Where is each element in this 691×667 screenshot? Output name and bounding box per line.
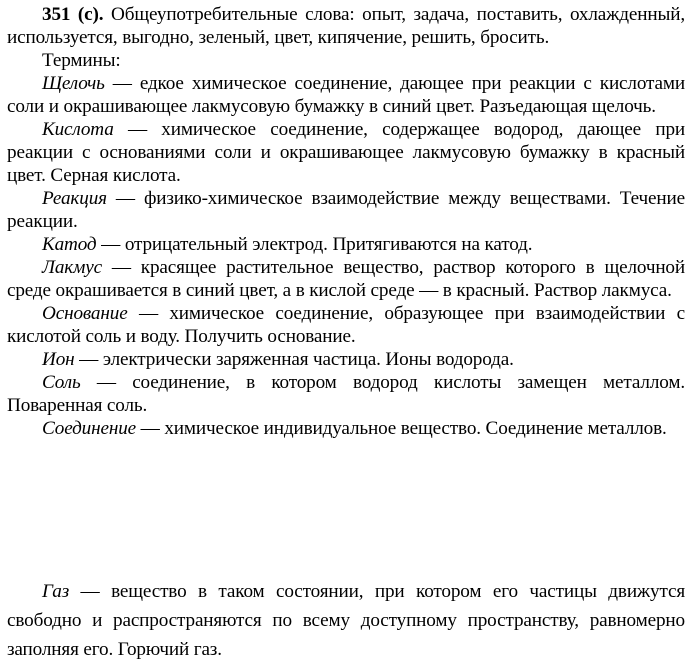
- term-entry: [7, 417, 685, 440]
- term-name: Реакция: [42, 188, 107, 209]
- term-entry: [7, 118, 685, 187]
- term-definition: — красящее растительное вещество, раствор которого в щелочной среде окрашивается в синий цвет, а в кислой среде — в красный. Раствор лакмуса.: [7, 257, 685, 301]
- term-definition: — химическое соединение, содержащее водород, дающее при реакции с основаниями соли и окрашивающее лакмусовую бумажку в красный цвет. Серная кислота.: [7, 119, 685, 186]
- term-definition: — химическое соединение, образующее при взаимодействии с кислотой соль и воду. Получить основание.: [7, 303, 685, 347]
- term-name: Катод: [42, 234, 97, 255]
- term-name: Кислота: [42, 119, 114, 140]
- term-entry: [7, 233, 685, 256]
- document-page: [7, 3, 685, 440]
- term-name: Лакмус: [42, 257, 102, 278]
- term-name: Газ: [42, 581, 70, 602]
- terms-heading: Термины:: [42, 50, 121, 71]
- term-name: Ион: [42, 349, 75, 370]
- term-definition: — соединение, в котором водород кислоты замещен металлом. Поваренная соль.: [7, 372, 685, 416]
- term-definition: — вещество в таком состоянии, при котором его частицы движутся свободно и распространяются по всему доступному пространству, равномерно заполняя его. Горючий газ.: [7, 581, 685, 660]
- term-name: Соль: [42, 372, 81, 393]
- extra-term-block: [7, 577, 685, 664]
- common-words-text: Общеупотребительные слова: опыт, задача, поставить, охлажденный, используется, выгодно, зеленый, цвет, кипячение, решить, бросить.: [7, 4, 685, 48]
- term-definition: — электрически заряженная частица. Ионы водорода.: [74, 349, 514, 370]
- term-entry: [7, 302, 685, 348]
- term-definition: — едкое химическое соединение, дающее при реакции с кислотами соли и окрашивающее лакмусовую бумажку в синий цвет. Разъедающая щелочь.: [7, 73, 685, 117]
- term-entry: [7, 256, 685, 302]
- term-definition: — отрицательный электрод. Притягиваются на катод.: [96, 234, 533, 255]
- term-definition: — физико-химическое взаимодействие между веществами. Течение реакции.: [7, 188, 685, 232]
- exercise-intro: [7, 3, 685, 49]
- term-name: Щелочь: [42, 73, 105, 94]
- term-entry: [7, 187, 685, 233]
- term-entry: [7, 72, 685, 118]
- term-entry: [7, 371, 685, 417]
- term-entry: [7, 348, 685, 371]
- term-name: Соединение: [42, 418, 137, 439]
- term-definition: — химическое индивидуальное вещество. Соединение металлов.: [136, 418, 667, 439]
- term-name: Основание: [42, 303, 128, 324]
- term-entry-gas: [7, 577, 685, 664]
- exercise-number: 351 (с).: [42, 4, 104, 25]
